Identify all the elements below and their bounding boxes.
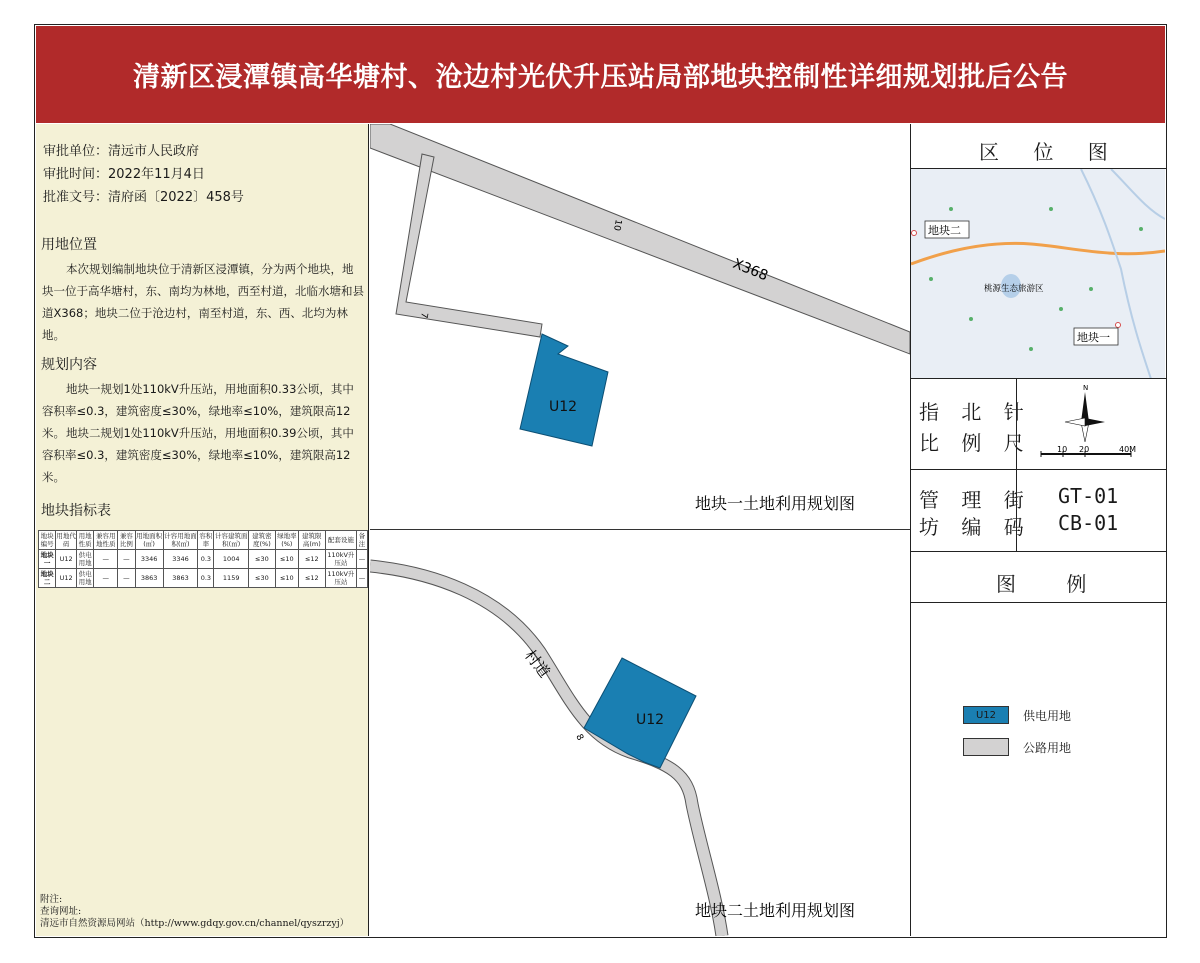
table-cell: ≤12 xyxy=(298,550,325,569)
road-width-label: 10 xyxy=(611,218,623,232)
table-cell: — xyxy=(94,569,118,588)
approval-doc: 批准文号：清府函〔2022〕458号 xyxy=(43,190,244,205)
village-road-2 xyxy=(370,566,722,936)
table-cell: 3863 xyxy=(135,569,163,588)
parcel-u12-block1 xyxy=(520,334,608,446)
table-cell: U12 xyxy=(56,569,77,588)
legend-swatch xyxy=(963,738,1009,756)
table-cell: 地块二 xyxy=(39,569,56,588)
table-cell: 1159 xyxy=(214,569,249,588)
road-name-label: 村道 xyxy=(520,646,554,682)
index-table-header xyxy=(39,531,368,550)
table-cell: ≤10 xyxy=(275,569,298,588)
scale-tick: 40M xyxy=(1119,445,1137,454)
table-cell: 0.3 xyxy=(198,569,214,588)
header-cell: 备注 xyxy=(357,531,368,550)
map1-caption: 地块一土地利用规划图 xyxy=(695,494,856,513)
approval-block xyxy=(43,140,244,209)
header-cell: 容积率 xyxy=(199,532,213,548)
table-cell: 地块一 xyxy=(39,550,56,569)
location-text: 本次规划编制地块位于清新区浸潭镇，分为两个地块，地块一位于高华塘村，东、南均为林地，西至村道，北临水塘和县道X368；地块二位于沧边村，南至村道，东、西、北均为林地。 xyxy=(42,262,364,342)
legend-item-road xyxy=(963,738,1071,756)
cb-code: CB-01 xyxy=(1058,511,1119,535)
table-cell: — xyxy=(118,569,135,588)
content-paragraph-2: 地块二规划1处110kV升压站，用地面积0.39公顷，其中容积率≤0.3，建筑密度≤30%，绿地率≤10%，建筑限高12米。 xyxy=(42,426,354,484)
divider xyxy=(911,469,1166,470)
approval-unit: 审批单位：清远市人民政府 xyxy=(43,144,200,159)
table-cell: — xyxy=(357,550,368,569)
divider xyxy=(1016,379,1017,469)
legend-label: 供电用地 xyxy=(1023,708,1072,723)
legend-item-power xyxy=(963,706,1071,724)
divider xyxy=(911,378,1166,379)
footnote xyxy=(40,894,349,930)
footnote-query: 查询网址: xyxy=(40,906,82,917)
north-arrow-icon xyxy=(1031,382,1151,466)
location-map-heading: 区 位 图 xyxy=(979,140,1122,164)
header-cell: 兼容比例 xyxy=(118,531,135,550)
parcel-code-label: U12 xyxy=(548,399,578,415)
table-cell: 110kV升压站 xyxy=(325,569,356,588)
content-heading: 规划内容 xyxy=(41,357,97,373)
info-panel xyxy=(36,124,369,936)
divider xyxy=(911,551,1166,552)
legend-label: 公路用地 xyxy=(1023,740,1072,755)
header-cell: 兼容用地性质 xyxy=(94,531,118,550)
location-heading: 用地位置 xyxy=(41,237,97,253)
map-canvas xyxy=(370,124,910,936)
north-arrow-label: 指 北 针 xyxy=(919,400,1032,424)
scale-bar-label: 比 例 尺 xyxy=(919,431,1032,455)
header-cell: 建筑限高(m) xyxy=(298,531,325,550)
table-cell: — xyxy=(118,550,135,569)
north-letter: N xyxy=(1083,384,1089,392)
page-title: 清新区浸潭镇高华塘村、沧边村光伏升压站局部地块控制性详细规划批后公告 xyxy=(36,26,1165,123)
table-cell: — xyxy=(94,550,118,569)
scale-tick: 20 xyxy=(1079,445,1090,454)
header-cell: 地块编号 xyxy=(39,531,56,550)
header-cell: 绿地率(%) xyxy=(277,532,297,548)
road-width-label: 8 xyxy=(573,732,585,743)
poi-label: 桃源生态旅游区 xyxy=(984,284,1044,294)
parcel-code-label: U12 xyxy=(635,712,665,728)
location-inset-map xyxy=(911,169,1165,379)
legend-heading: 图 例 xyxy=(996,572,1109,596)
header-cell: 计容建筑面积(㎡) xyxy=(214,532,248,548)
divider xyxy=(911,602,1166,603)
parcel1-marker-label: 地块一 xyxy=(1077,331,1110,344)
table-cell: ≤10 xyxy=(275,550,298,569)
table-cell: 110kV升压站 xyxy=(325,550,356,569)
map-divider xyxy=(370,529,910,530)
table-row xyxy=(39,550,368,569)
header-cell: 用地代码 xyxy=(56,532,76,548)
parcel2-marker-label: 地块二 xyxy=(928,224,961,237)
table-cell: U12 xyxy=(56,550,77,569)
table-cell: 3346 xyxy=(163,550,198,569)
table-cell: 1004 xyxy=(214,550,249,569)
table-cell: 供电用地 xyxy=(76,569,93,588)
header-cell: 建筑密度(%) xyxy=(249,531,276,550)
map2-caption: 地块二土地利用规划图 xyxy=(695,901,856,920)
table-cell: 3863 xyxy=(163,569,198,588)
table-cell: ≤30 xyxy=(249,550,276,569)
table-row xyxy=(39,569,368,588)
gt-code: GT-01 xyxy=(1058,484,1119,508)
table-cell: ≤12 xyxy=(298,569,325,588)
table-cell: — xyxy=(357,569,368,588)
village-road-2-fill xyxy=(370,566,722,936)
approval-time: 审批时间：2022年11月4日 xyxy=(43,167,205,182)
table-cell: ≤30 xyxy=(249,569,276,588)
footnote-note: 附注: xyxy=(40,894,63,905)
index-table xyxy=(38,530,368,588)
header-cell: 用地面积(㎡) xyxy=(136,532,163,548)
legend-swatch: U12 xyxy=(963,706,1009,724)
table-cell: 供电用地 xyxy=(76,550,93,569)
road-width-label: 7 xyxy=(418,311,429,319)
block-code-label: 管 理 街 xyxy=(919,488,1032,512)
table-cell: 0.3 xyxy=(198,550,214,569)
index-table-heading: 地块指标表 xyxy=(41,503,111,519)
scale-tick: 10 xyxy=(1057,445,1068,454)
header-cell: 计容用地面积(㎡) xyxy=(164,532,197,548)
block-code-label-2: 坊 编 码 xyxy=(919,515,1032,539)
divider xyxy=(1016,469,1017,551)
road-name-label: X368 xyxy=(730,255,771,285)
header-cell: 配套设施 xyxy=(325,531,356,550)
table-cell: 3346 xyxy=(135,550,163,569)
content-paragraph-1: 地块一规划1处110kV升压站，用地面积0.33公顷，其中容积率≤0.3，建筑密度≤30%，绿地率≤10%，建筑限高12米。 xyxy=(42,382,354,440)
land-use-maps xyxy=(370,124,910,936)
header-cell: 用地性质 xyxy=(76,531,93,550)
legend-panel xyxy=(910,124,1165,936)
footnote-url[interactable]: 清远市自然资源局网站（http://www.gdqy.gov.cn/channel/qyszrzyj） xyxy=(40,918,350,929)
